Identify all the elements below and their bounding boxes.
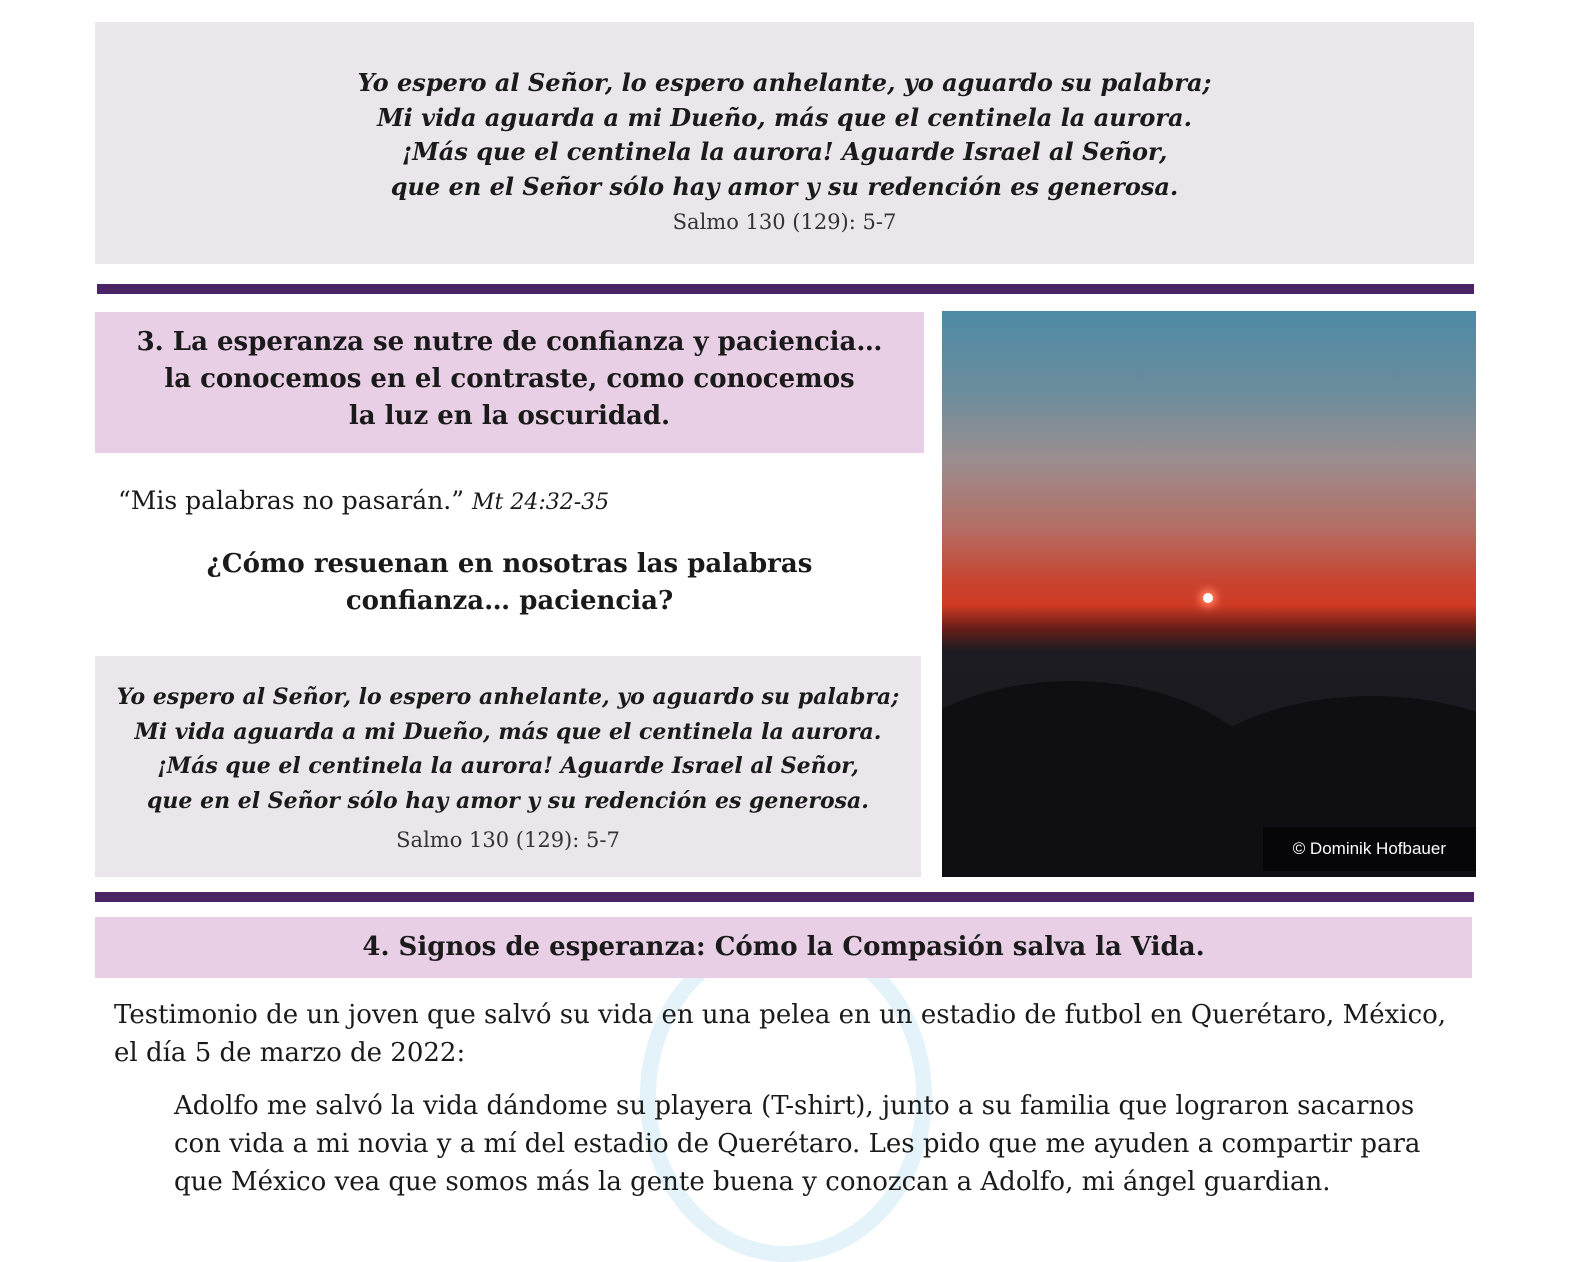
- quote-line: Mi vida aguarda a mi Dueño, más que el centinela la aurora.: [134, 718, 882, 745]
- section4-heading: 4. Signos de esperanza: Cómo la Compasión salva la Vida.: [362, 932, 1205, 962]
- quote-line: ¡Más que el centinela la aurora! Aguarde Israel al Señor,: [401, 137, 1168, 166]
- quote-line: que en el Señor sólo hay amor y su redención es generosa.: [147, 787, 869, 814]
- heading-line: 3. La esperanza se nutre de confianza y paciencia…: [136, 327, 883, 357]
- heading-line: la conocemos en el contraste, como conocemos: [164, 364, 855, 394]
- quote-line: Mi vida aguarda a mi Dueño, más que el centinela la aurora.: [377, 102, 1192, 132]
- section-divider: [95, 892, 1474, 902]
- sunset-photo: [942, 311, 1476, 877]
- section3-heading: [95, 324, 924, 435]
- gospel-quote: [118, 484, 908, 520]
- quote-reference: Salmo 130 (129): 5-7: [672, 210, 897, 234]
- psalm-quote-bottom: [95, 656, 921, 877]
- question-line: ¿Cómo resuenan en nosotras las palabras: [206, 549, 813, 579]
- quote-line: ¡Más que el centinela la aurora! Aguarde Israel al Señor,: [157, 753, 859, 779]
- quote-reference: Salmo 130 (129): 5-7: [396, 828, 620, 852]
- quote-line: Yo espero al Señor, lo espero anhelante, yo aguardo su palabra;: [357, 68, 1212, 97]
- testimony-quote: Adolfo me salvó la vida dándome su playera (T-shirt), junto a su familia que lograron sacarnos con vida a mi novia y a mí del estadio de Querétaro. Les pido que me ayuden a compartir para que México vea que somos más la gente buena y conozcan a Adolfo, mi ángel guardian.: [174, 1091, 1421, 1197]
- question-line: confianza… paciencia?: [345, 586, 674, 616]
- psalm-quote-top-lines: [95, 66, 1474, 204]
- quote-line: Yo espero al Señor, lo espero anhelante, yo aguardo su palabra;: [116, 684, 900, 710]
- section-divider: [97, 284, 1474, 294]
- testimony-intro: Testimonio de un joven que salvó su vida en una pelea en un estadio de futbol en Querétaro, México, el día 5 de marzo de 2022:: [114, 1000, 1447, 1068]
- photo-credit: © Dominik Hofbauer: [1263, 827, 1476, 871]
- quote-line: que en el Señor sólo hay amor y su redención es generosa.: [390, 171, 1179, 201]
- section4-heading-box: [95, 917, 1472, 978]
- reflection-question: [95, 546, 924, 620]
- gospel-quote-text: “Mis palabras no pasarán.”: [118, 486, 465, 515]
- psalm-quote-top: [95, 22, 1474, 264]
- section3-heading-box: [95, 312, 924, 453]
- sun: [1203, 593, 1213, 603]
- gospel-quote-ref: Mt 24:32-35: [471, 490, 610, 515]
- heading-line: la luz en la oscuridad.: [348, 401, 671, 431]
- psalm-quote-bottom-lines: [95, 680, 921, 818]
